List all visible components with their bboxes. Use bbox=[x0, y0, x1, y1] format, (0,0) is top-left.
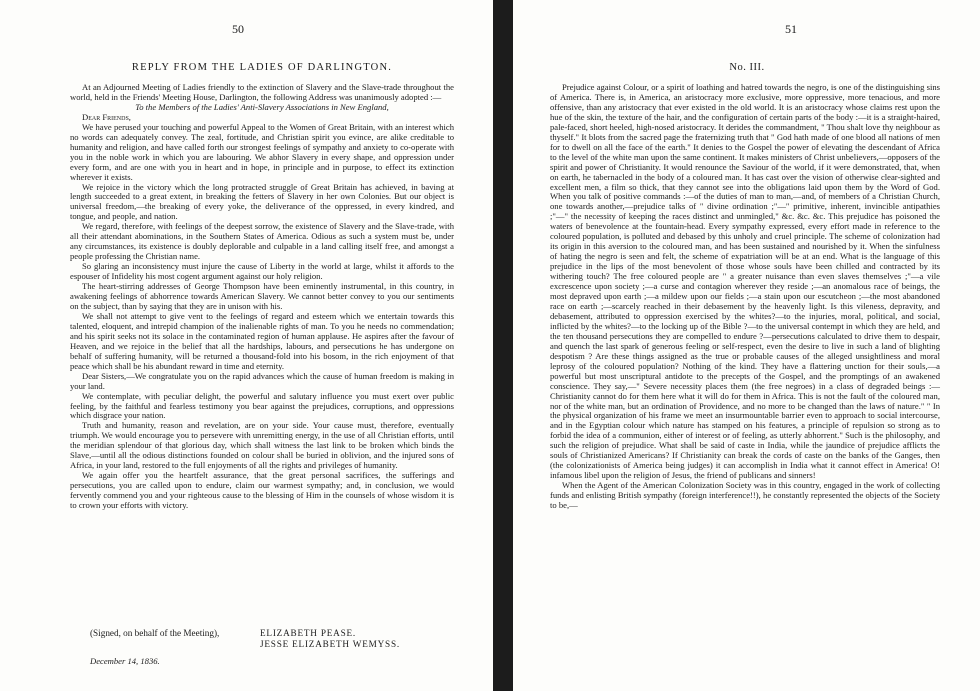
page-title: REPLY FROM THE LADIES OF DARLINGTON. bbox=[131, 62, 393, 73]
left-body bbox=[70, 83, 454, 511]
intro-paragraph: At an Adjourned Meeting of Ladies friendly to the extinction of Slavery and the Slave-trade throughout the world, held in the Friends' Meeting House, Darlington, the following Address was unanimously adopted :— bbox=[70, 82, 454, 102]
body-paragraph: So glaring an inconsistency must injure the cause of Liberty in the world at large, whilst it affords to the espouser of Infidelity his most cogent argument against our holy religion. bbox=[70, 261, 454, 282]
body-paragraph: Truth and humanity, reason and revelation, are on your side. Your cause must, therefore, eventually triumph. We would encourage you to persevere with unremitting energy, in the use of all Christian efforts, until the meridian splendour of that glorious day, which shall witness the last link to be broken which binds the Slave,—until all the odious distinctions founded on colour shall be buried in oblivion, and the injured sons of Africa, in your land, restored to the full enjoyments of all the rights and privileges of humanity. bbox=[70, 420, 454, 471]
body-paragraph: Dear Sisters,—We congratulate you on the rapid advances which the cause of human freedom is making in your land. bbox=[70, 370, 454, 391]
body-paragraph: The heart-stirring addresses of George Thompson have been eminently instrumental, in this country, in awakening feelings of abhorrence towards American Slavery. We cannot better convey to you our sentiments on the subject, than by saying that they are in unison with his. bbox=[70, 281, 454, 311]
right-page bbox=[514, 0, 980, 691]
body-paragraph: We rejoice in the victory which the long protracted struggle of Great Britain has achieved, in baving at length succeeded to a great extent, in breaking the fetters of Slavery in her own Colonies. But our object is universal freedom,—the breaking of every yoke, the deliverance of the oppressed, in every kindred, and tongue, and people, and nation. bbox=[70, 181, 454, 222]
right-body bbox=[550, 83, 940, 511]
section-title: No. III. bbox=[729, 62, 765, 73]
book-gutter bbox=[493, 0, 513, 691]
signed-label: (Signed, on behalf of the Meeting), bbox=[90, 628, 220, 638]
body-paragraph: We contemplate, with peculiar delight, the powerful and salutary influence you must exert over public feeling, by the faithful and fearless testimony you bear against the prejudices, corruptions, and oppressions which disgrace your nation. bbox=[70, 390, 454, 421]
page-number: 51 bbox=[785, 22, 797, 36]
body-paragraph: We shall not attempt to give vent to the feelings of regard and esteem which we entertain towards this talented, eloquent, and intrepid champion of the inalienable rights of man. To you he needs no commendation; and his spirit seeks not its solace in the contaminated region of human applause. He aspires after the favour of Heaven, and we rejoice in the belief that all the hardships, labours, and persecutions he has undergone on behalf of suffering humanity, will be returned a thousand-fold into his bosom, in the rich enjoyment of that peace which shall be his abundant reward in time and eternity. bbox=[70, 310, 454, 371]
left-page bbox=[0, 0, 488, 691]
salutation: Dear Friends, bbox=[82, 111, 131, 122]
signer-name: JESSE ELIZABETH WEMYSS. bbox=[260, 639, 400, 649]
address-line: To the Members of the Ladies' Anti-Slavery Associations in New England, bbox=[135, 101, 389, 112]
body-paragraph: We regard, therefore, with feelings of the deepest sorrow, the existence of Slavery and the Slave-trade, with all their attendant abominations, in the Southern States of America. Odious as such a system must be, under any circumstances, its existence is doubly deplorable and culpable in a land calling itself free, and amongst a people professing the Christian name. bbox=[70, 221, 454, 262]
body-paragraph: We have perused your touching and powerful Appeal to the Women of Great Britain, with an interest which no words can adequately convey. The zeal, fortitude, and Christian spirit you evince, are alike creditable to humanity and religion, and have called forth our strongest feelings of sympathy and anxiety to co-operate with you in the noble work in which you are labouring. We abhor Slavery in every shape, and oppression under every form, and are one with you in heart and in hope, in principle and in purpose, to effect its extinction wherever it exists. bbox=[70, 121, 454, 182]
body-paragraph: Prejudice against Colour, or a spirit of loathing and hatred towards the negro, is one of the distinguishing sins of America. There is, in America, an aristocracy more exclusive, more oppressive, more tenacious, and more offensive, than any aristocracy that ever existed in the old world. It is an aristocracy whose claims rest upon the hue of the skin, the texture of the hair, and the configuration of certain parts of the body :—it is a straight-haired, pale-faced, short heeled, high-nosed aristocracy. It derides the commandment, " Thou shalt love thy neighbour as thyself." It blots from the sacred page the fraternizing truth that " God hath made of one blood all nations of men for to dwell on all the face of the earth." It denies to the Gospel the power of elevating the descendant of Africa to the level of the white man upon the same continent. It makes ministers of Christ unbelievers,—opposers of the spirit and power of Christianity. It would renounce the Saviour of the world, if it were demonstrated, that, when on earth, he tabernacled in the body of a coloured man. It has cast over the vision of otherwise clear-sighted and excellent men, a film so thick, that they cannot see into the obligations laid upon them by the Word of God. When you talk of positive commands :—of the duties of man to man,—and, of members of a Christian Church, one towards another,—prejudice talks of " divine ordination ;"—" primitive, inherent, invincible antipathies ;"—" the necessity of keeping the races distinct and unmingled," &c. &c. &c. This prejudice has poisoned the waters of benevolence at the fountain-head. Every sympathy expressed, every effort made in reference to the coloured population, is polluted and debased by this unholy and cruel principle. The scheme of colonization had its origin in this aversion to the coloured man, and has been sustained and nourished by it. When the sinfulness of hating the negro is seen and felt, the scheme of expatriation will be at an end. What is the language of this prejudice in the lips of the most benevolent of those whose souls have been chilled and contracted by its withering touch? The free coloured people are " a greater nuisance than even slaves themselves ;"—a vile excrescence upon society ;—a curse and contagion wherever they reside ;—an anomalous race of beings, the most depraved upon earth ;—a mildew upon our fields ;—a stain upon our escutcheon ;—the most abandoned race on earth ;—scarcely reached in their debasement by the heavenly light. Is this vileness, depravity, and debasement, attributed to oppression exercised by the whites?—to the injuries, moral, political, and social, inflicted by the whites?—to the locking up of the Bible ?—to the universal contempt in which they are held, and the ten thousand persecutions they are compelled to endure ?—persecutions calculated to drive them to despair, and quench the last spark of generous feeling or self-respect, even the desire to live in such a land of blighting despotism ? Are these things assigned as the true or probable causes of the alleged unsightliness and moral leprosy of the coloured population? Nothing of the kind. They have a flattering unction for their souls,—a powerful but most unscriptural antidote to the precepts of the Gospel, and the promptings of an awakened conscience. They say,—" Severe necessity places them (the free negroes) in a class of degraded beings :—Christianity cannot do for them here what it will do for them in Africa. This is not the fault of the coloured man, nor of the white man, but an ordination of Providence, and no more to be changed than the laws of nature." " In the physical organization of his frame we meet an insurmountable barrier even to approach to social intercourse, and in the Egyptian colour which nature has stamped on his features, a principle of repulsion so strong as to forbid the idea of a communion, either of interest or of feeling, as utterly abhorrent." Such is the philosophy, and such the religion of prejudice. What shall be said of caste in India, while the jaundice of prejudice afflicts the souls of Christianized Americans? If Christianity can break the cords of caste on the banks of the Ganges, then (the colonizationists of America being judges) it can accomplish in India what it cannot effect in America! O! infamous libel upon the religion of Jesus, the friend of publicans and sinners! bbox=[550, 82, 940, 481]
body-paragraph: We again offer you the heartfelt assurance, that the great personal sacrifices, the sufferings and persecutions, you are called upon to endure, claim our warmest sympathy; and, in conclusion, we would fervently commend you and your righteous cause to the blessing of Him in the counsels of whose wisdom it is to crown your efforts with victory. bbox=[70, 470, 454, 511]
page-number: 50 bbox=[232, 22, 244, 36]
body-paragraph: When the Agent of the American Colonization Society was in this country, engaged in the work of collecting funds and enlisting British sympathy (foreign interference!!), he constantly represented the objects of the Society to be,— bbox=[550, 480, 940, 511]
signature-block bbox=[90, 628, 470, 650]
date-line: December 14, 1836. bbox=[90, 656, 160, 666]
signer-name: ELIZABETH PEASE. bbox=[260, 628, 356, 638]
